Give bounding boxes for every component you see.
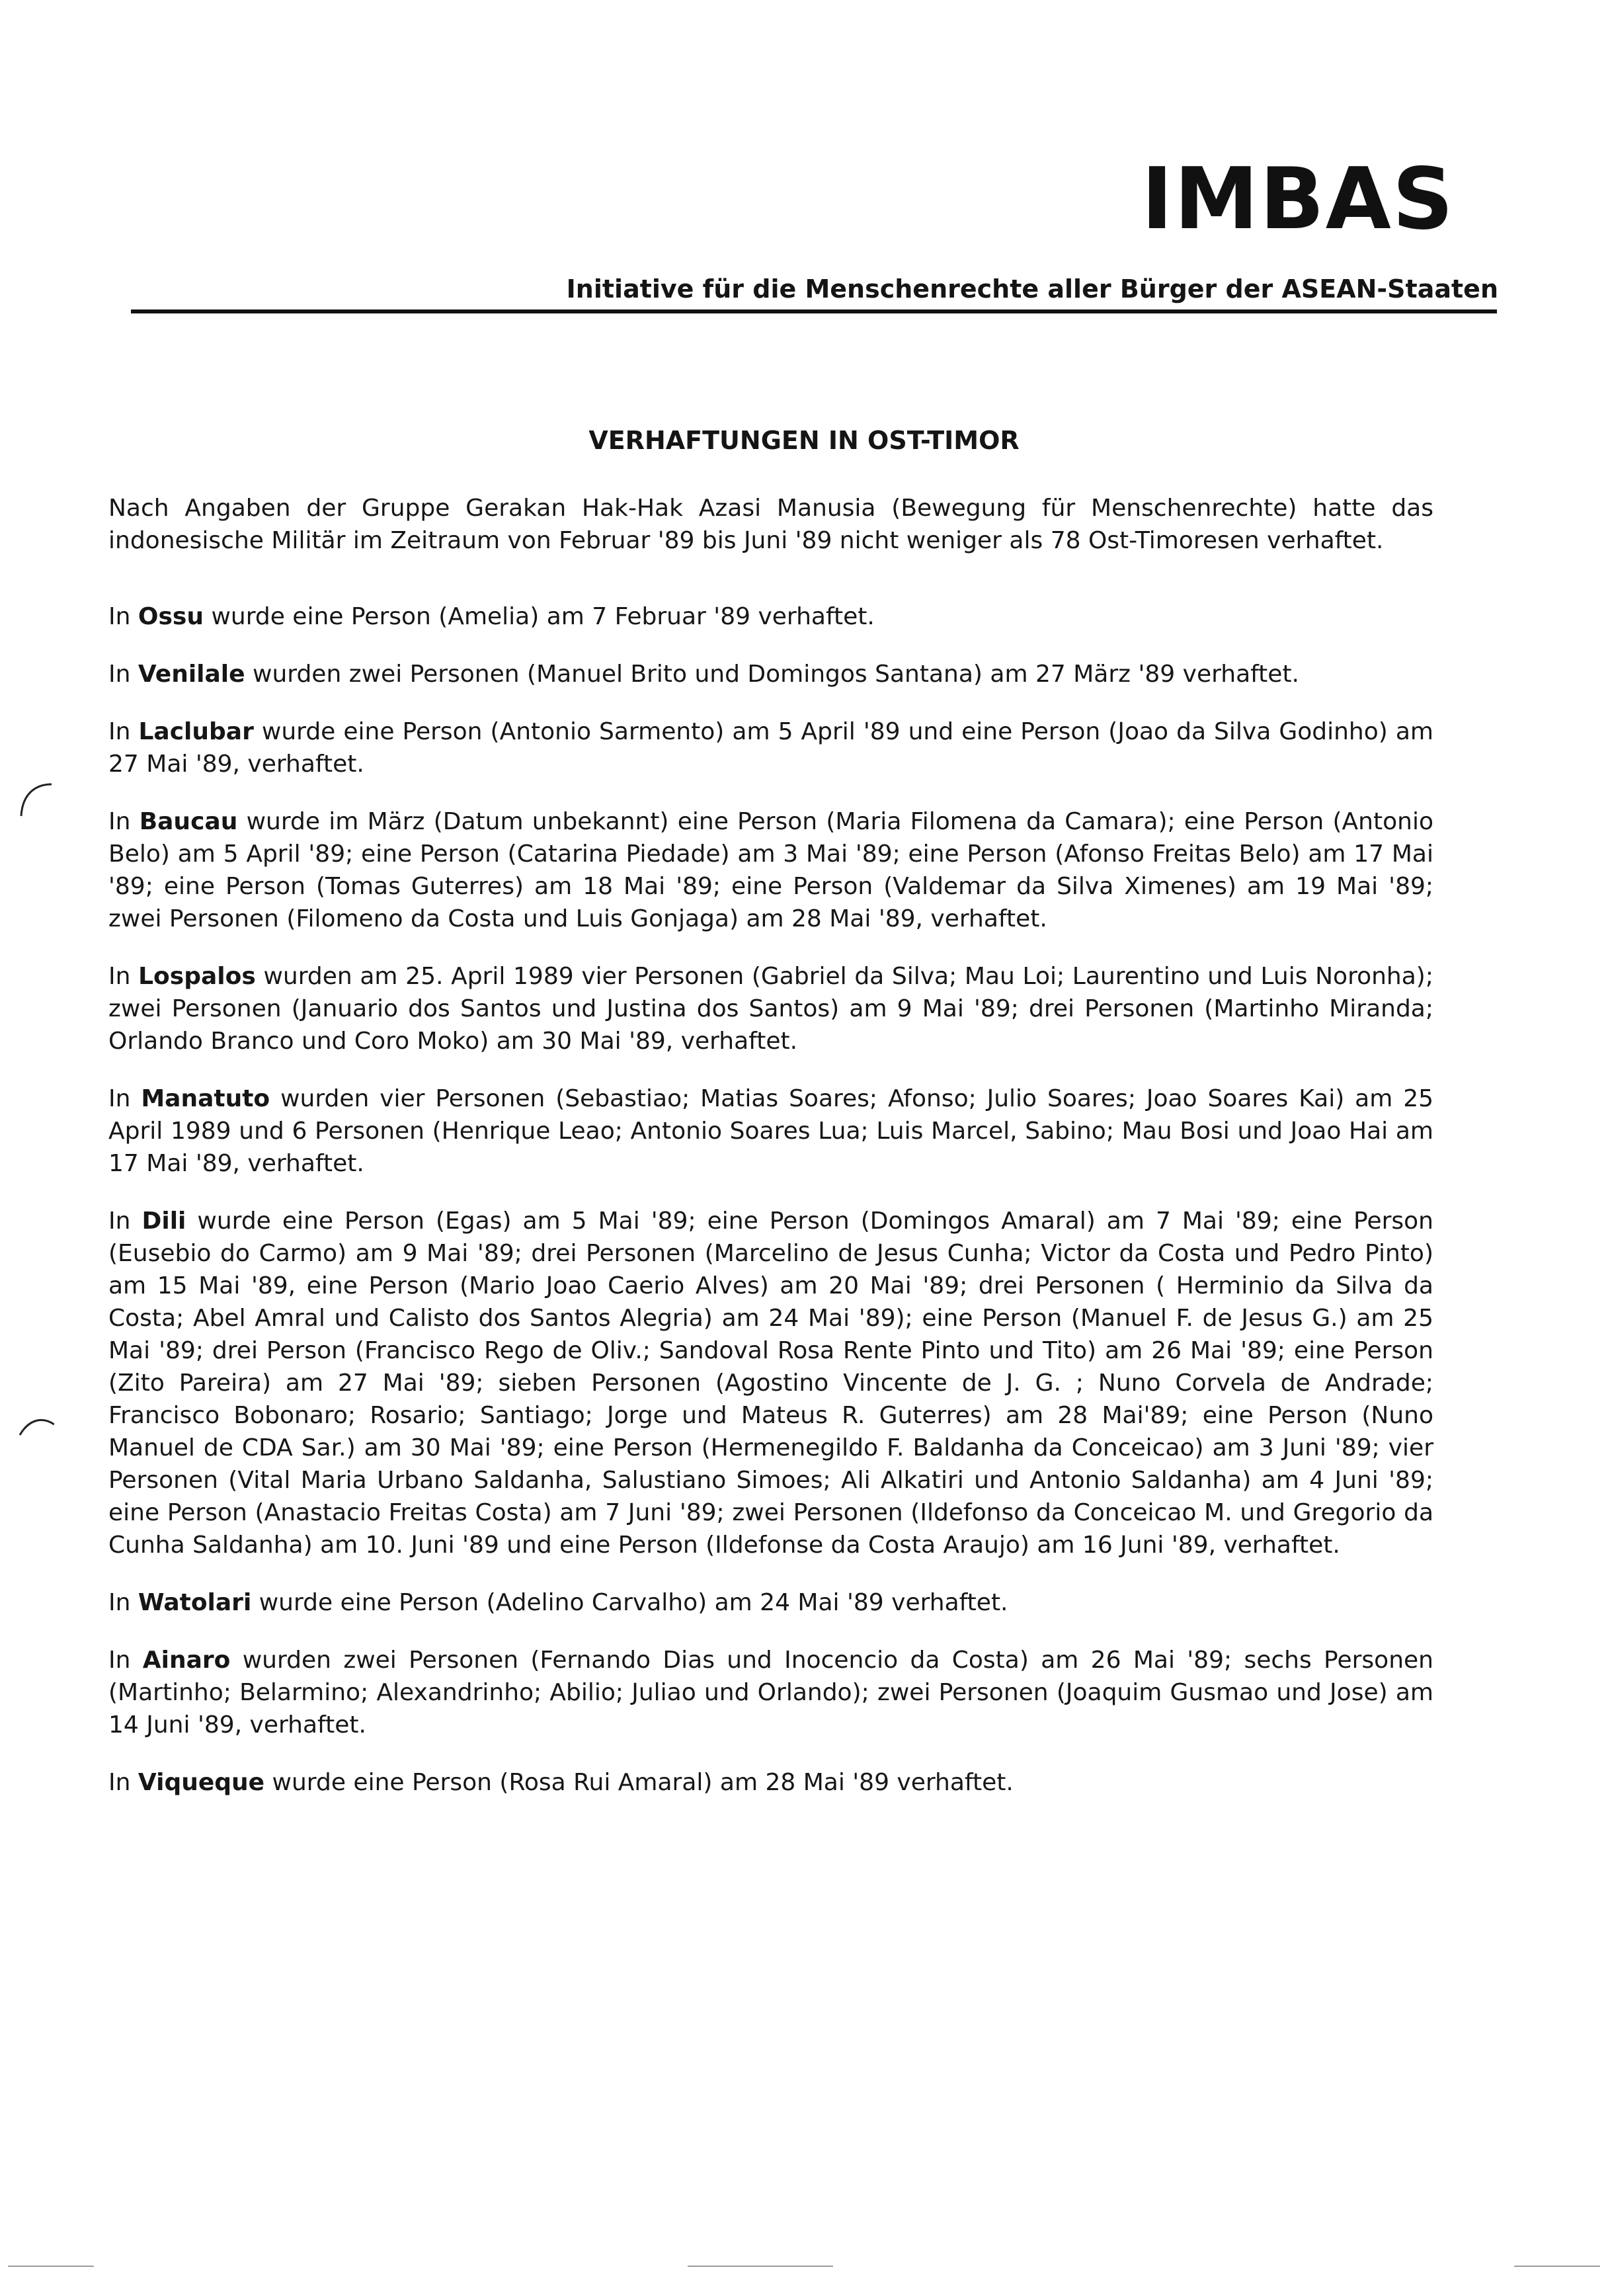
document-body [108,492,1433,1824]
entry-prefix: In [108,1589,131,1616]
arrest-entry-viqueque [108,1766,1433,1799]
intro-paragraph: Nach Angaben der Gruppe Gerakan Hak-Hak Azasi Manusia (Bewegung für Menschenrechte) hatte das indonesische Militär im Zeitraum von Februar '89 bis Juni '89 nicht weniger als 78 Ost-Timoresen verhaftet. [108,495,1433,554]
arrest-entry-lospalos [108,960,1433,1057]
binder-hole-mark [16,779,54,817]
arrest-entry-ainaro [108,1644,1433,1741]
scan-edge-line [8,2266,94,2267]
place-name: Ainaro [142,1647,231,1674]
arrest-entry-watolari [108,1586,1433,1619]
arrest-entry-dili [108,1205,1433,1561]
entry-prefix: In [108,603,131,630]
header-divider [131,309,1497,313]
entry-prefix: In [108,661,131,688]
org-tagline: Initiative für die Menschenrechte aller Bürger der ASEAN-Staaten [566,274,1498,304]
place-name: Manatuto [141,1085,270,1112]
document-title: VERHAFTUNGEN IN OST-TIMOR [588,426,1020,455]
entry-prefix: In [108,1769,131,1796]
entry-prefix: In [108,718,131,745]
place-name: Viqueque [138,1769,265,1796]
entry-text: wurden zwei Personen (Manuel Brito und Domingos Santana) am 27 März '89 verhaftet. [253,661,1299,688]
arrest-entry-laclubar [108,716,1433,780]
entry-text: wurde eine Person (Rosa Rui Amaral) am 28 Mai '89 verhaftet. [272,1769,1014,1796]
place-name: Lospalos [138,963,256,990]
entry-text: wurden vier Personen (Sebastiao; Matias Soares; Afonso; Julio Soares; Joao Soares Kai) am 25 April 1989 und 6 Personen (Henrique Leao; Antonio Soares Lua; Luis Marcel, Sabino; Mau Bosi und Joao Hai am 17 Mai '89, verhaftet. [108,1085,1434,1177]
arrest-entry-manatuto [108,1083,1433,1180]
place-name: Laclubar [138,718,254,745]
entry-text: wurde eine Person (Egas) am 5 Mai '89; eine Person (Domingos Amaral) am 7 Mai '89; eine Person (Eusebio do Carmo) am 9 Mai '89; drei Personen (Marcelino de Jesus Cunha; Victor da Costa und Pedro Pinto) am 15 Mai '89, eine Person (Mario Joao Caerio Alves) am 20 Mai '89; drei Personen ( Herminio da Silva da Costa; Abel Amral und Calisto dos Santos Alegria) am 24 Mai '89); eine Person (Manuel F. de Jesus G.) am 25 Mai '89; drei Person (Francisco Rego de Oliv.; Sandoval Rosa Rente Pinto und Tito) am 26 Mai '89; eine Person (Zito Pareira) am 27 Mai '89; sieben Personen (Agostino Vincente de J. G. ; Nuno Corvela de Andrade; Francisco Bobonaro; Rosario; Santiago; Jorge und Mateus R. Guterres) am 28 Mai'89; eine Person (Nuno Manuel de CDA Sar.) am 30 Mai '89; eine Person (Hermenegildo F. Baldanha da Conceicao) am 3 Juni '89; vier Personen (Vital Maria Urbano Saldanha, Salustiano Simoes; Ali Alkatiri und Antonio Saldanha) am 4 Juni '89; eine Person (Anastacio Freitas Costa) am 7 Juni '89; zwei Personen (Ildefonso da Conceicao M. und Gregorio da Cunha Saldanha) am 10. Juni '89 und eine Person (Ildefonse da Costa Araujo) am 16 Juni '89, verhaftet. [108,1208,1433,1559]
org-logo-text: IMBAS [1141,150,1455,249]
entry-text: wurde eine Person (Antonio Sarmento) am 5 April '89 und eine Person (Joao da Silva Godinho) am 27 Mai '89, verhaftet. [108,718,1433,778]
entry-prefix: In [108,1208,131,1235]
scan-edge-line [1514,2266,1600,2267]
place-name: Dili [141,1208,186,1235]
place-name: Baucau [139,808,238,835]
arrest-entry-baucau [108,805,1433,935]
binder-hole-mark [16,1415,54,1454]
place-name: Ossu [138,603,204,630]
entry-text: wurde eine Person (Adelino Carvalho) am 24 Mai '89 verhaftet. [259,1589,1008,1616]
entry-prefix: In [108,808,131,835]
entry-prefix: In [108,963,131,990]
arrest-entry-venilale [108,658,1433,690]
scan-edge-line [688,2266,833,2267]
entry-prefix: In [108,1085,131,1112]
entry-text: wurden zwei Personen (Fernando Dias und Inocencio da Costa) am 26 Mai '89; sechs Personen (Martinho; Belarmino; Alexandrinho; Abilio; Juliao und Orlando); zwei Personen (Joaquim Gusmao und Jose) am 14 Juni '89, verhaftet. [108,1647,1433,1739]
entry-prefix: In [108,1647,131,1674]
entry-text: wurde eine Person (Amelia) am 7 Februar '89 verhaftet. [211,603,875,630]
place-name: Venilale [138,661,245,688]
arrest-entry-ossu [108,600,1433,633]
entry-text: wurde im März (Datum unbekannt) eine Person (Maria Filomena da Camara); eine Person (Antonio Belo) am 5 April '89; eine Person (Catarina Piedade) am 3 Mai '89; eine Person (Afonso Freitas Belo) am 17 Mai '89; eine Person (Tomas Guterres) am 18 Mai '89; eine Person (Valdemar da Silva Ximenes) am 19 Mai '89; zwei Personen (Filomeno da Costa und Luis Gonjaga) am 28 Mai '89, verhaftet. [108,808,1433,932]
place-name: Watolari [138,1589,252,1616]
entry-text: wurden am 25. April 1989 vier Personen (Gabriel da Silva; Mau Loi; Laurentino und Luis Noronha); zwei Personen (Januario dos Santos und Justina dos Santos) am 9 Mai '89; drei Personen (Martinho Miranda; Orlando Branco und Coro Moko) am 30 Mai '89, verhaftet. [108,963,1433,1055]
